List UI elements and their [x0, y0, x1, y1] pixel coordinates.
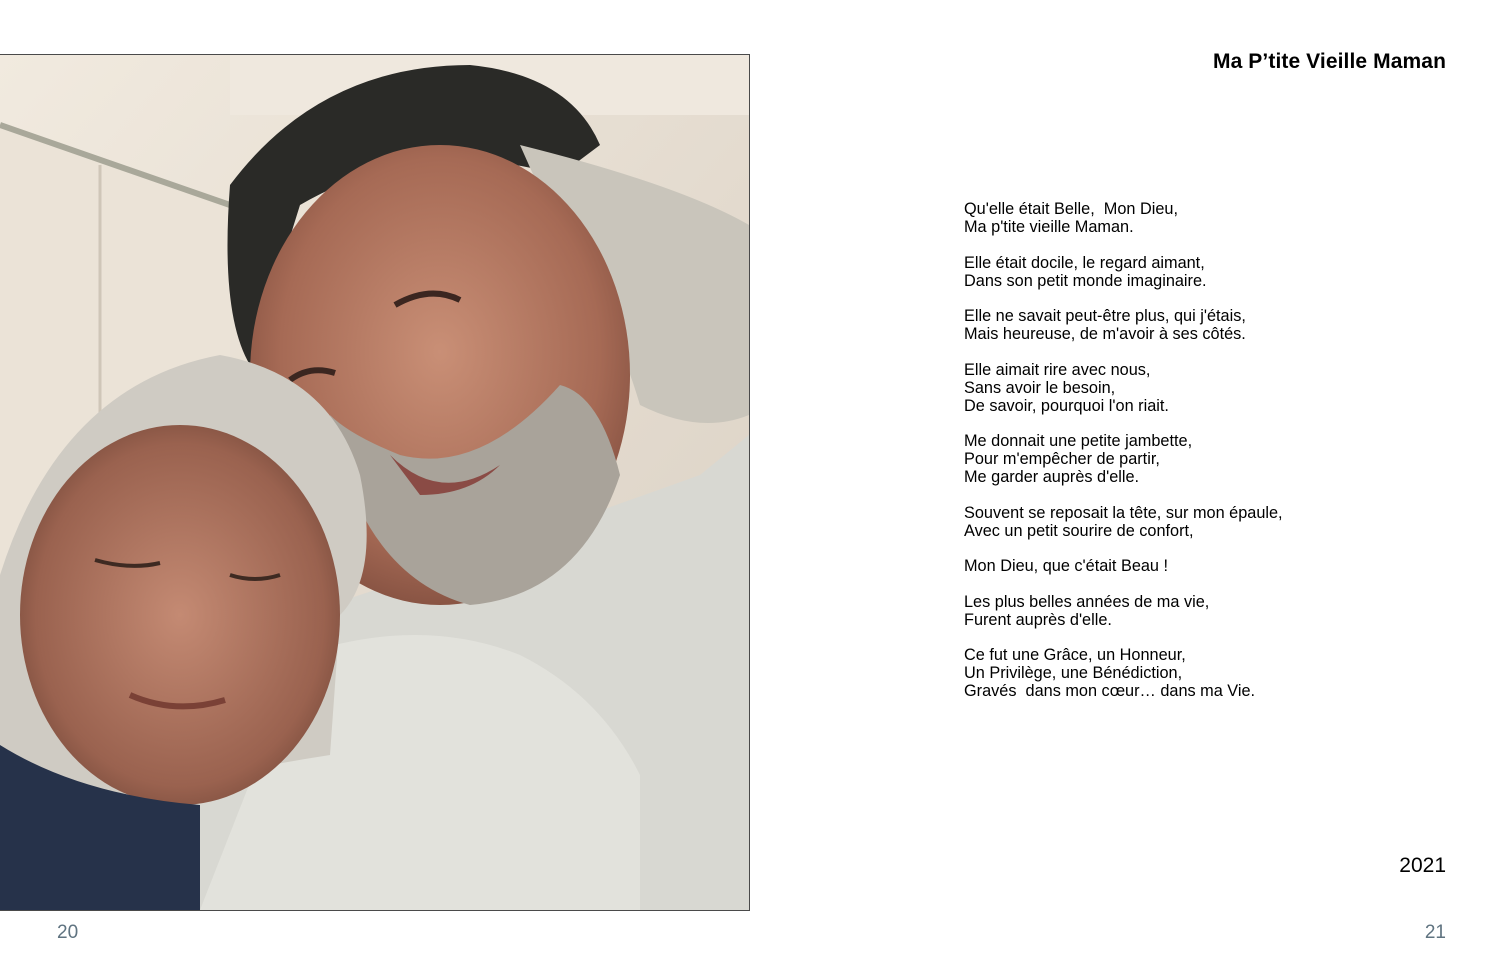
page-number-right: 21 — [1424, 922, 1446, 943]
poem-line: Mais heureuse, de m'avoir à ses côtés. — [964, 325, 1246, 343]
poem-stanza — [964, 432, 1444, 486]
poem-stanza — [964, 557, 1444, 575]
poem-line: Sans avoir le besoin, — [964, 378, 1116, 397]
poem-line: Ce fut une Grâce, un Honneur, — [964, 646, 1186, 664]
page-number-left: 20 — [57, 922, 79, 943]
poem-stanza — [964, 254, 1444, 290]
poem-line: Mon Dieu, que c'était Beau ! — [964, 557, 1169, 575]
poem-line: Les plus belles années de ma vie, — [964, 592, 1210, 611]
poem-stanza — [964, 504, 1444, 540]
photo-illustration — [0, 55, 749, 910]
poem-line: Qu'elle était Belle, Mon Dieu, — [964, 200, 1178, 218]
poem-line: Elle aimait rire avec nous, — [964, 360, 1151, 379]
poem-stanza — [964, 646, 1444, 700]
poem-line: Ma p'tite vieille Maman. — [964, 218, 1134, 236]
poem-stanza — [964, 200, 1444, 236]
poem-line: Furent auprès d'elle. — [964, 610, 1112, 629]
poem-title: Ma P’tite Vieille Maman — [1213, 50, 1446, 73]
poem-line: Un Privilège, une Bénédiction, — [964, 664, 1183, 682]
poem-year: 2021 — [1399, 854, 1446, 877]
poem-line: Pour m'empêcher de partir, — [964, 450, 1160, 468]
poem-line: Elle ne savait peut-être plus, qui j'étais, — [964, 307, 1246, 325]
poem-line: Me donnait une petite jambette, — [964, 432, 1193, 450]
poem-body — [964, 200, 1444, 718]
poem-line: Avec un petit sourire de confort, — [964, 521, 1194, 540]
poem-line: De savoir, pourquoi l'on riait. — [964, 396, 1169, 415]
poem-line: Souvent se reposait la tête, sur mon épaule, — [964, 503, 1283, 522]
poem-stanza — [964, 361, 1444, 415]
selfie-photo — [0, 54, 750, 911]
poem-stanza — [964, 307, 1444, 343]
poem-line: Dans son petit monde imaginaire. — [964, 271, 1207, 290]
poem-line: Me garder auprès d'elle. — [964, 468, 1140, 486]
poem-line: Elle était docile, le regard aimant, — [964, 253, 1205, 272]
poem-stanza — [964, 593, 1444, 629]
poem-line: Gravés dans mon cœur… dans ma Vie. — [964, 682, 1256, 700]
